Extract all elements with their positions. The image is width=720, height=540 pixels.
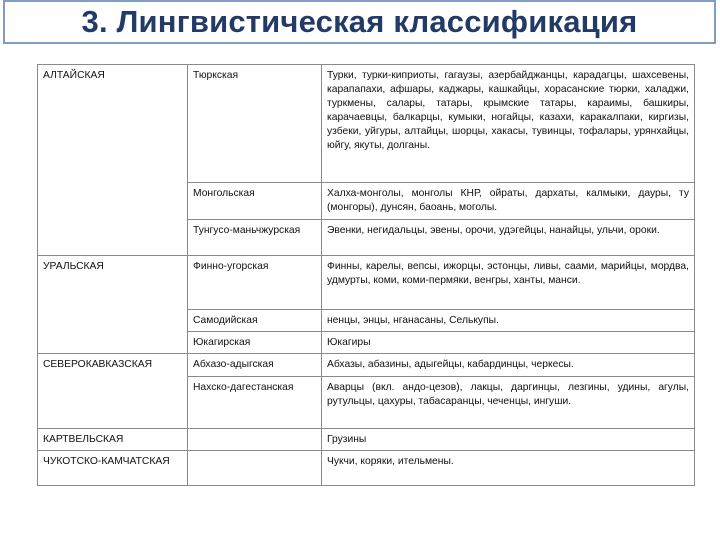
peoples-cell: Турки, турки-киприоты, гагаузы, азербайджанцы, карадагцы, шахсевены, карапапахи, афшары, каджары, кашкайцы, хорасанские тюрки, халаджи, туркмены, салары, татары, крымские татары, караимы, башкиры, карачаевцы, балкарцы, кумыки, ногайцы, казахи, каракалпаки, киргизы, узбеки, уйгуры, алтайцы, шорцы, хакасы, тувинцы, тофалары, урянхайцы, юйгу, якуты, долганы. xyxy=(322,65,695,183)
peoples-cell: Абхазы, абазины, адыгейцы, кабардинцы, черкесы. xyxy=(322,354,695,377)
family-cell: АЛТАЙСКАЯ xyxy=(38,65,188,256)
classification-table xyxy=(37,64,695,486)
peoples-cell: Юкагиры xyxy=(322,332,695,354)
peoples-cell: Эвенки, негидальцы, эвены, орочи, удэгейцы, нанайцы, ульчи, ороки. xyxy=(322,220,695,256)
family-cell: СЕВЕРОКАВКАЗСКАЯ xyxy=(38,354,188,429)
title-bar xyxy=(3,0,716,44)
peoples-cell: Халха-монголы, монголы КНР, ойраты, дархаты, калмыки, дауры, ту (монгоры), дунсян, баоань, моголы. xyxy=(322,183,695,220)
table-row xyxy=(38,256,695,310)
group-cell: Финно-угорская xyxy=(188,256,322,310)
group-cell: Тунгусо-маньчжурская xyxy=(188,220,322,256)
group-cell: Самодийская xyxy=(188,310,322,332)
group-cell: Нахско-дагестанская xyxy=(188,377,322,429)
group-cell xyxy=(188,451,322,486)
table-row xyxy=(38,451,695,486)
group-cell: Юкагирская xyxy=(188,332,322,354)
family-cell: УРАЛЬСКАЯ xyxy=(38,256,188,354)
family-cell: ЧУКОТСКО-КАМЧАТСКАЯ xyxy=(38,451,188,486)
peoples-cell: Аварцы (вкл. андо-цезов), лакцы, даргинцы, лезгины, удины, агулы, рутульцы, цахуры, табасаранцы, чеченцы, ингуши. xyxy=(322,377,695,429)
group-cell: Абхазо-адыгская xyxy=(188,354,322,377)
group-cell xyxy=(188,429,322,451)
table-row xyxy=(38,429,695,451)
group-cell: Монгольская xyxy=(188,183,322,220)
page-title: 3. Лингвистическая классификация xyxy=(81,4,638,39)
table-row xyxy=(38,354,695,377)
group-cell: Тюркская xyxy=(188,65,322,183)
peoples-cell: Финны, карелы, вепсы, ижорцы, эстонцы, ливы, саами, марийцы, мордва, удмурты, коми, коми-пермяки, венгры, ханты, манси. xyxy=(322,256,695,310)
family-cell: КАРТВЕЛЬСКАЯ xyxy=(38,429,188,451)
peoples-cell: Чукчи, коряки, ительмены. xyxy=(322,451,695,486)
peoples-cell: ненцы, энцы, нганасаны, Селькупы. xyxy=(322,310,695,332)
peoples-cell: Грузины xyxy=(322,429,695,451)
table-row xyxy=(38,65,695,183)
